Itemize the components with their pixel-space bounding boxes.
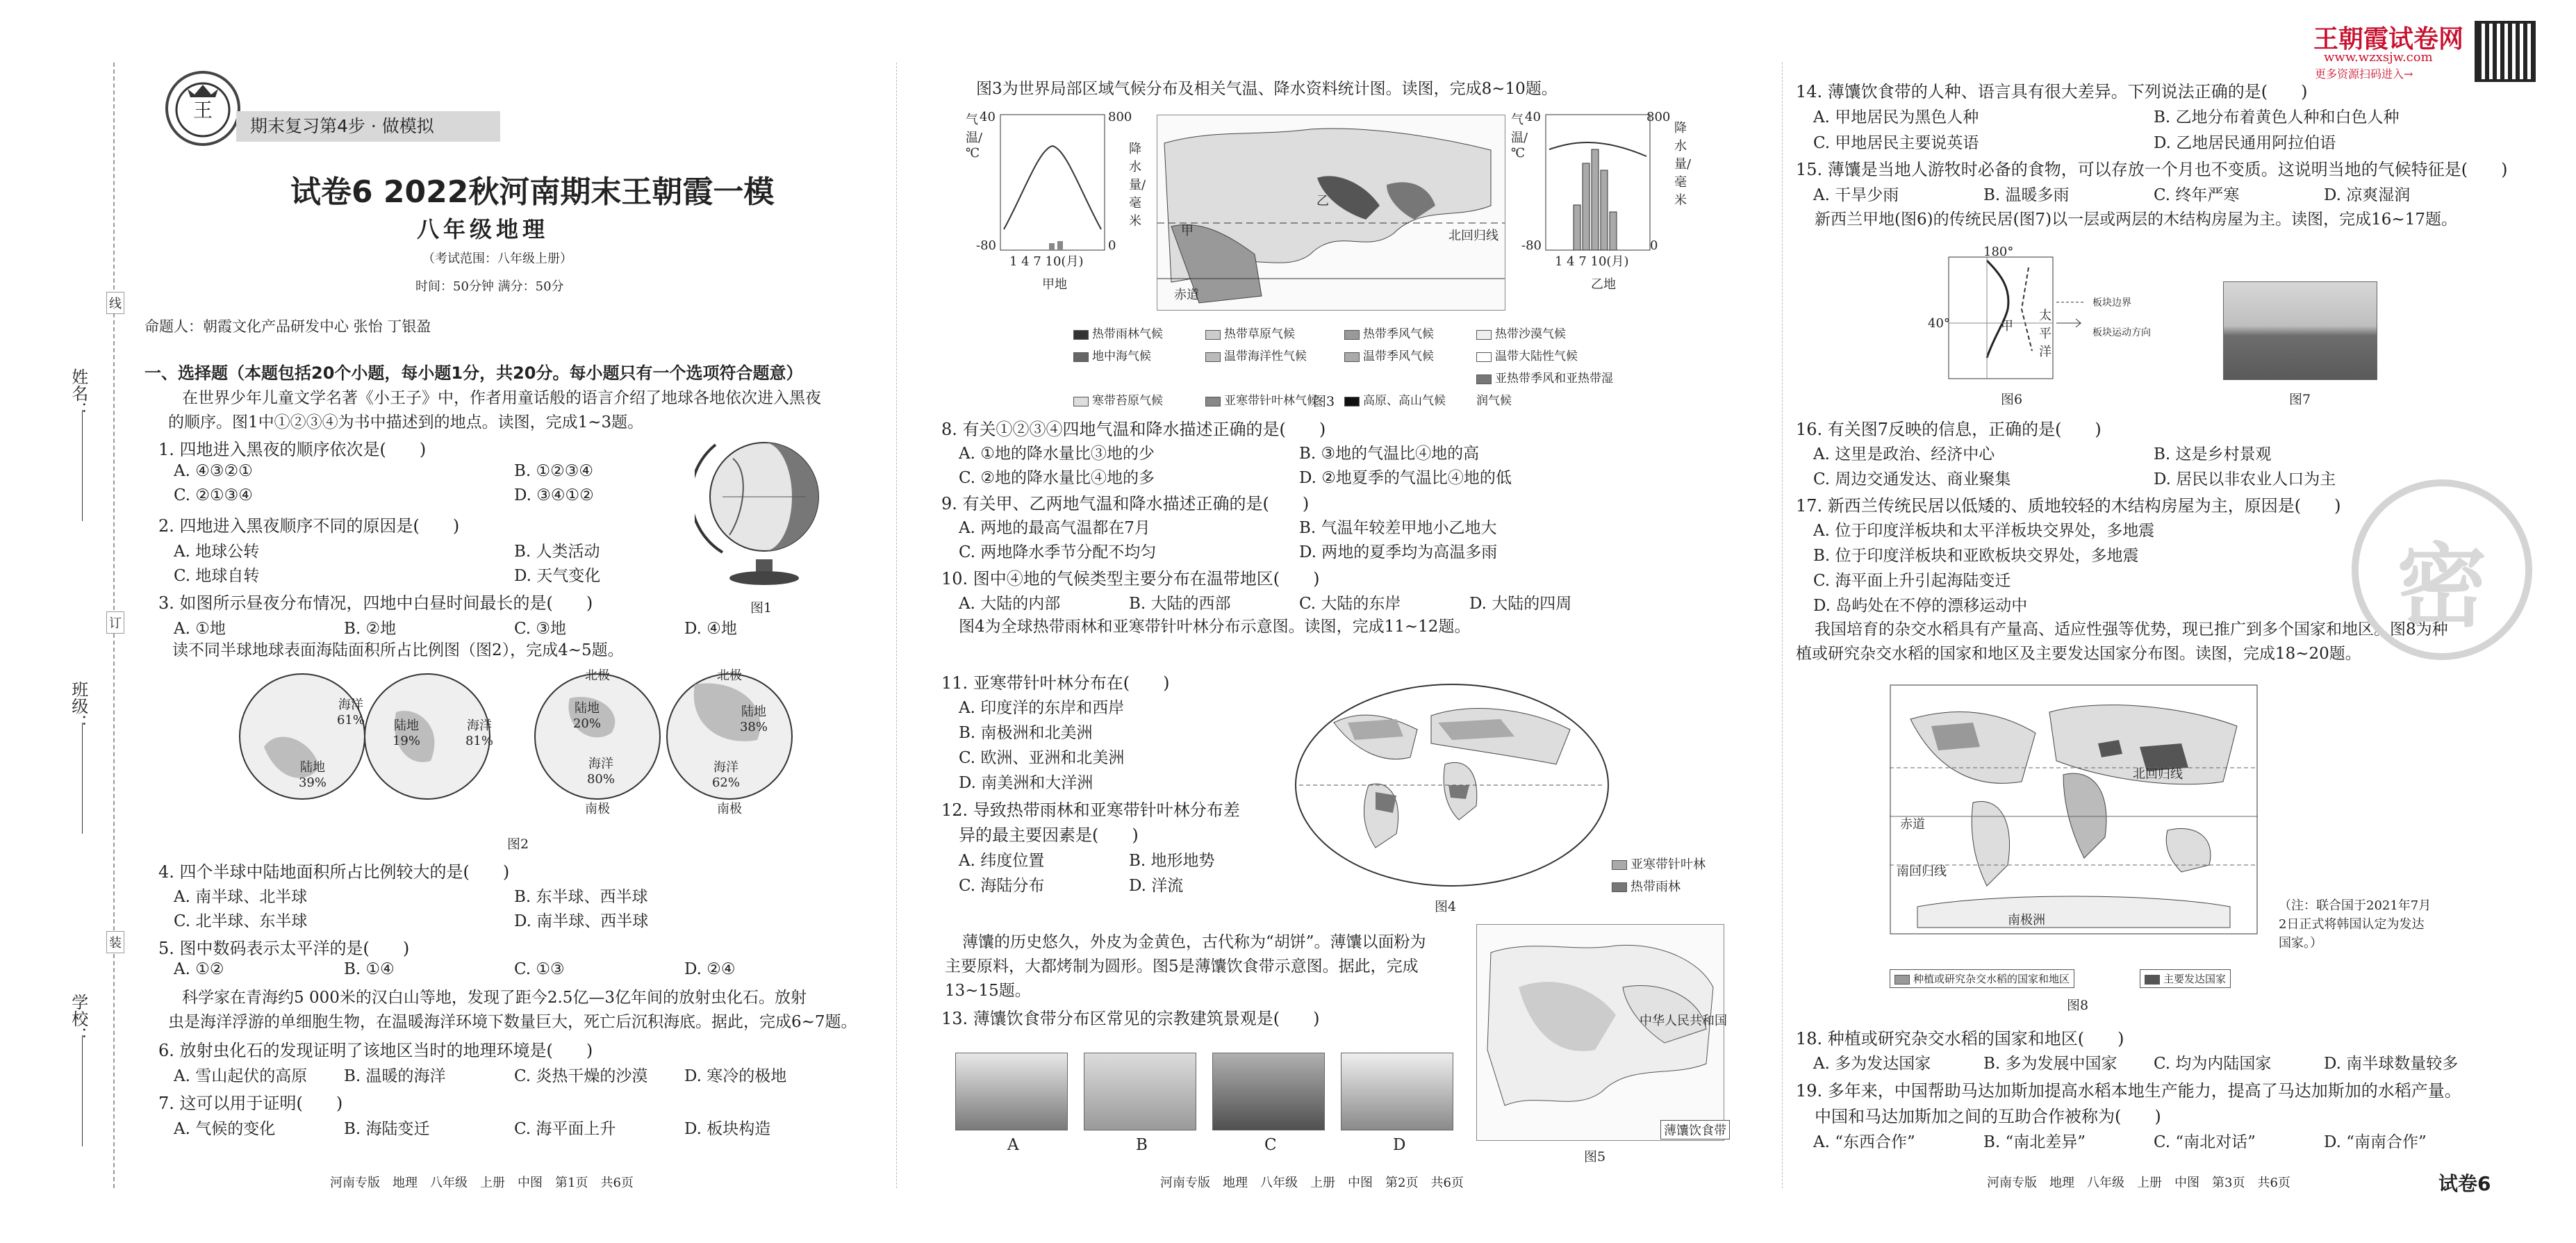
brand-more: 更多资源扫码进入→ [2315, 67, 2413, 81]
q1-option-d[interactable]: D. ③④①② [514, 486, 594, 504]
q18-option-c[interactable]: C. 均为内陆国家 [2154, 1055, 2272, 1073]
page-1-footer: 河南专版 地理 八年级 上册 中图 第1页 共6页 [330, 1176, 634, 1190]
authors: 命题人：朝霞文化产品研发中心 张怡 丁银盈 [145, 318, 431, 335]
figure-5-map [1476, 924, 1724, 1141]
chart-a-label: 甲地 [1042, 277, 1067, 292]
question-17: 17. 新西兰传统民居以低矮的、质地较轻的木结构房屋为主，原因是( ) [1796, 496, 2341, 516]
school-field[interactable] [82, 1035, 83, 1146]
brand-logo [165, 71, 240, 146]
figure-1-globe [695, 431, 834, 591]
q12-option-d[interactable]: D. 洋流 [1129, 877, 1184, 895]
q7-option-a[interactable]: A. 气候的变化 [174, 1120, 276, 1138]
question-10: 10. 图中④地的气候类型主要分布在温带地区( ) [941, 569, 1320, 588]
q16-option-a[interactable]: A. 这里是政治、经济中心 [1813, 445, 1995, 463]
photo-c-label: C [1264, 1136, 1277, 1154]
binding-mark-3: 装 [106, 931, 124, 953]
q8-option-d[interactable]: D. ②地夏季的气温比④地的低 [1299, 469, 1512, 487]
question-19: 19. 多年来，中国帮助马达加斯加提高水稻本地生产能力，提高了马达加斯加的水稻产量。 [1796, 1081, 2461, 1101]
photo-a-label: A [1007, 1136, 1019, 1154]
brand-url: www.wzxsjw.com [2324, 50, 2433, 65]
fig8-tropic-north: 北回归线 [2133, 767, 2183, 782]
q10-option-d[interactable]: D. 大陆的四周 [1469, 595, 1572, 613]
p2-intro-1: 图3为世界局部区域气候分布及相关气温、降水资料统计图。读图，完成8~10题。 [976, 80, 1558, 98]
page-2-footer: 河南专版 地理 八年级 上册 中图 第2页 共6页 [1160, 1176, 1464, 1190]
q4-option-b[interactable]: B. 东半球、西半球 [514, 888, 648, 906]
fig6-ocean: 太平洋 [2039, 308, 2051, 359]
stamp-text: 密 [2396, 533, 2487, 639]
q5-option-b[interactable]: B. ①④ [344, 960, 395, 978]
photo-c[interactable] [1212, 1053, 1325, 1130]
legend-item: 地中海气候 [1073, 345, 1205, 368]
q17-option-b[interactable]: B. 位于印度洋板块和亚欧板块交界处，多地震 [1813, 547, 2139, 565]
name-field[interactable] [82, 410, 83, 521]
class-field[interactable] [82, 723, 83, 834]
fig8-equator: 赤道 [1900, 817, 1925, 832]
fig6-jia: 甲 [2001, 319, 2013, 334]
q14-option-a[interactable]: A. 甲地居民为黑色人种 [1813, 108, 1979, 126]
globe3-south: 南极 [585, 802, 610, 816]
subject-title: 八年级地理 [417, 216, 550, 242]
fig6-plate: 板块边界 [2092, 297, 2131, 308]
q1-option-c[interactable]: C. ②①③④ [174, 486, 253, 504]
figure-6-map [1945, 247, 2091, 386]
figure-7-caption: 图7 [2289, 392, 2311, 407]
page-divider-1 [896, 63, 897, 1188]
q9-option-d[interactable]: D. 两地的夏季均为高温多雨 [1299, 543, 1498, 561]
globe2-land: 陆地 19% [392, 718, 420, 748]
chart-b-ylabel-right: 降水量/毫米 [1674, 121, 1692, 208]
name-label: 姓名： [68, 368, 88, 418]
chart-b-x: 1 4 7 10(月) [1555, 254, 1629, 269]
section-heading: 一、选择题（本题包括20个小题，每小题1分，共20分。每小题只有一个选项符合题意） [145, 363, 803, 383]
question-12: 12. 导致热带雨林和亚寒带针叶林分布差 [941, 800, 1240, 820]
crown-icon [168, 74, 238, 143]
q11-option-b[interactable]: B. 南极洲和北美洲 [959, 724, 1093, 742]
globe1-land: 陆地 39% [298, 760, 327, 790]
figure-8-caption: 图8 [2067, 998, 2089, 1013]
page-title: 试卷6 2022秋河南期末王朝霞一模 [290, 174, 775, 210]
q14-option-d[interactable]: D. 乙地居民通用阿拉伯语 [2154, 134, 2336, 152]
binding-mark-2: 订 [106, 611, 124, 634]
chart-a-y0: 40 [980, 110, 996, 124]
chart-b-y6: -80 [1521, 238, 1542, 253]
q2-option-a[interactable]: A. 地球公转 [174, 543, 260, 561]
figure-1-caption: 图1 [750, 600, 773, 616]
intro-3a: 科学家在青海约5 000米的汉白山等地，发现了距今2.5亿—3亿年间的放射虫化石。放射 [182, 989, 807, 1007]
q14-option-b[interactable]: B. 乙地分布着黄色人种和白色人种 [2154, 108, 2400, 126]
question-7: 7. 这可以用于证明( ) [158, 1094, 343, 1113]
map-tropic-label: 北回归线 [1448, 229, 1498, 243]
q7-option-c[interactable]: C. 海平面上升 [514, 1120, 616, 1138]
fig5-legend: 薄馕饮食带 [1660, 1120, 1730, 1139]
globe4-north: 北极 [717, 668, 742, 683]
question-8: 8. 有关①②③④四地气温和降水描述正确的是( ) [941, 420, 1326, 439]
q8-option-b[interactable]: B. ③地的气温比④地的高 [1299, 445, 1480, 463]
chart-b-yr0: 800 [1646, 110, 1671, 124]
q11-option-a[interactable]: A. 印度洋的东岸和西岸 [959, 699, 1125, 717]
q19-option-b[interactable]: B. “南北差异” [1983, 1133, 2086, 1151]
legend-item: 亚热带季风和亚热带湿润气候 [1476, 372, 1613, 408]
question-19-cont: 中国和马达加斯加之间的互助合作被称为( ) [1815, 1107, 2161, 1126]
figure-7-photo [2223, 281, 2377, 380]
figure-4-caption: 图4 [1435, 899, 1457, 914]
globe4-south: 南极 [717, 802, 742, 816]
q17-option-c[interactable]: C. 海平面上升引起海陆变迁 [1813, 572, 2011, 590]
q6-option-c[interactable]: C. 炎热干燥的沙漠 [514, 1067, 648, 1085]
chart-a-yr0: 800 [1108, 110, 1132, 124]
legend-item: 高原、高山气候 [1344, 390, 1476, 412]
question-9: 9. 有关甲、乙两地气温和降水描述正确的是( ) [941, 494, 1310, 513]
q10-option-a[interactable]: A. 大陆的内部 [959, 595, 1061, 613]
q1-option-a[interactable]: A. ④③②① [174, 462, 253, 480]
q16-option-b[interactable]: B. 这是乡村景观 [2154, 445, 2272, 463]
question-13: 13. 薄馕饮食带分布区常见的宗教建筑景观是( ) [941, 1009, 1320, 1028]
fig8-note: （注：联合国于2021年7月2日正式将韩国认定为发达国家。） [2279, 898, 2431, 950]
legend-item: 温带海洋性气候 [1205, 345, 1344, 368]
legend-item: 寒带苔原气候 [1073, 390, 1205, 412]
q16-option-c[interactable]: C. 周边交通发达、商业聚集 [1813, 470, 2011, 488]
q9-option-b[interactable]: B. 气温年较差甲地小乙地大 [1299, 519, 1497, 537]
chart-b-label: 乙地 [1591, 277, 1616, 292]
fig6-lat: 40° [1928, 316, 1950, 331]
q18-option-d[interactable]: D. 南半球数量较多 [2324, 1055, 2459, 1073]
photo-b-label: B [1136, 1136, 1148, 1154]
p2-intro-3b: 主要原料，大都烤制为圆形。图5是薄馕饮食带示意图。据此，完成 [945, 957, 1419, 976]
chart-b-ylabel-left: 气温/℃ [1511, 113, 1528, 160]
fig8-legend-rice: 种植或研究杂交水稻的国家和地区 [1890, 969, 2074, 988]
question-14: 14. 薄馕饮食带的人种、语言具有很大差异。下列说法正确的是( ) [1796, 82, 2308, 101]
question-5: 5. 图中数码表示太平洋的是( ) [158, 939, 410, 958]
question-18: 18. 种植或研究杂交水稻的国家和地区( ) [1796, 1029, 2124, 1048]
chart-b-yr4: 0 [1650, 238, 1658, 253]
q14-option-c[interactable]: C. 甲地居民主要说英语 [1813, 134, 1979, 152]
fig8-antarctica: 南极洲 [2008, 913, 2045, 928]
chart-a-y6: -80 [976, 238, 996, 253]
chart-b-y0: 40 [1525, 110, 1541, 124]
globe3-ocean: 海洋 80% [586, 757, 615, 787]
q12-option-a[interactable]: A. 纬度位置 [959, 852, 1045, 870]
globe3-land: 陆地 20% [572, 701, 601, 731]
figure-8-world-map [1890, 684, 2258, 935]
intro-2: 读不同半球地球表面海陆面积所占比例图（图2），完成4~5题。 [172, 641, 624, 659]
question-11: 11. 亚寒带针叶林分布在( ) [941, 673, 1170, 693]
legend-item: 热带雨林气候 [1073, 323, 1205, 345]
q18-option-b[interactable]: B. 多为发展中国家 [1983, 1055, 2117, 1073]
q12-option-b[interactable]: B. 地形地势 [1129, 852, 1215, 870]
school-label: 学校： [68, 994, 88, 1044]
figure-3-climate-map [1157, 115, 1505, 311]
question-4: 4. 四个半球中陆地面积所占比例较大的是( ) [158, 862, 510, 882]
exam-scope: （考试范围：八年级上册） [422, 252, 572, 266]
p2-intro-3c: 13~15题。 [945, 982, 1031, 1000]
q15-option-d[interactable]: D. 凉爽湿润 [2324, 186, 2411, 204]
page-divider-2 [1782, 63, 1783, 1188]
p3-intro-2a: 我国培育的杂交水稻具有产量高、适应性强等优势，现已推广到多个国家和地区。图8为种 [1815, 620, 2448, 639]
photo-a[interactable] [955, 1053, 1068, 1130]
q11-option-c[interactable]: C. 欧洲、亚洲和北美洲 [959, 749, 1125, 767]
chart-a-x: 1 4 7 10(月) [1009, 254, 1084, 269]
map-jia-label: 甲 [1181, 224, 1194, 238]
class-label: 班级： [68, 681, 88, 731]
q8-option-c[interactable]: C. ②地的降水量比④地的多 [959, 469, 1155, 487]
question-16: 16. 有关图7反映的信息，正确的是( ) [1796, 420, 2102, 439]
q16-option-d[interactable]: D. 居民以非农业人口为主 [2154, 470, 2336, 488]
confidential-stamp [2352, 479, 2532, 660]
q2-option-d[interactable]: D. 天气变化 [514, 567, 601, 585]
step-badge: 期末复习第4步 · 做模拟 [236, 111, 500, 142]
fig8-tropic-south: 南回归线 [1897, 864, 1947, 879]
p3-intro-2b: 植或研究杂交水稻的国家和地区及主要发达国家分布图。读图，完成18~20题。 [1796, 645, 2361, 663]
q10-option-c[interactable]: C. 大陆的东岸 [1299, 595, 1401, 613]
fig6-lon: 180° [1983, 245, 2014, 259]
question-1: 1. 四地进入黑夜的顺序依次是( ) [158, 440, 427, 459]
question-3: 3. 如图所示昼夜分布情况，四地中白昼时间最长的是( ) [158, 593, 593, 613]
question-2: 2. 四地进入黑夜顺序不同的原因是( ) [158, 516, 460, 536]
intro-1b: 的顺序。图1中①②③④为书中描述到的地点。读图，完成1~3题。 [168, 413, 644, 431]
legend-item: 温带季风气候 [1344, 345, 1476, 368]
question-12-cont: 异的最主要因素是( ) [959, 825, 1139, 845]
photo-d-label: D [1393, 1136, 1406, 1154]
q3-option-a[interactable]: A. ①地 [174, 620, 226, 638]
binding-mark-1: 线 [106, 292, 124, 314]
p3-intro-1: 新西兰甲地(图6)的传统民居(图7)以一层或两层的木结构房屋为主。读图，完成16~17题。 [1815, 211, 2457, 229]
chart-a-ylabel-right: 降水量/毫米 [1129, 142, 1146, 229]
q9-option-a[interactable]: A. 两地的最高气温都在7月 [959, 519, 1150, 537]
figure-4-world-map [1292, 681, 1612, 889]
map-equator-label: 赤道 [1174, 288, 1199, 302]
globe2-ocean: 海洋 81% [465, 718, 493, 748]
legend-item: 热带沙漠气候 [1476, 323, 1615, 345]
globe3-north: 北极 [585, 668, 610, 683]
figure-2-caption: 图2 [507, 837, 529, 852]
globe4-land: 陆地 38% [739, 705, 768, 734]
chart-a-yr4: 0 [1108, 238, 1116, 253]
q3-option-d[interactable]: D. ④地 [684, 620, 737, 638]
question-15: 15. 薄馕是当地人游牧时必备的食物，可以存放一个月也不变质。这说明当地的气候特征是( ) [1796, 160, 2508, 179]
q8-option-a[interactable]: A. ①地的降水量比③地的少 [959, 445, 1155, 463]
q12-option-c[interactable]: C. 海陆分布 [959, 877, 1045, 895]
qr-code-icon[interactable] [2475, 21, 2536, 82]
q15-option-c[interactable]: C. 终年严寒 [2154, 186, 2240, 204]
photo-d[interactable] [1341, 1053, 1453, 1130]
q6-option-a[interactable]: A. 雪山起伏的高原 [174, 1067, 308, 1085]
question-6: 6. 放射虫化石的发现证明了该地区当时的地理环境是( ) [158, 1041, 593, 1060]
legend-item: 热带草原气候 [1205, 323, 1344, 345]
q3-option-c[interactable]: C. ③地 [514, 620, 567, 638]
q2-option-c[interactable]: C. 地球自转 [174, 567, 260, 585]
intro-3b: 虫是海洋浮游的单细胞生物，在温暖海洋环境下数量巨大，死亡后沉积海底。据此，完成6~7题。 [168, 1013, 857, 1031]
figure-6-caption: 图6 [2001, 392, 2023, 407]
q7-option-d[interactable]: D. 板块构造 [684, 1120, 771, 1138]
q5-option-a[interactable]: A. ①② [174, 960, 224, 978]
exam-time: 时间：50分钟 满分：50分 [415, 279, 564, 294]
fig4-legend-rainforest: 热带雨林 [1612, 877, 1681, 895]
intro-1a: 在世界少年儿童文学名著《小王子》中，作者用童话般的语言介绍了地球各地依次进入黑夜 [182, 389, 821, 407]
p2-intro-3a: 薄馕的历史悠久，外皮为金黄色，古代称为“胡饼”。薄馕以面粉为 [962, 933, 1426, 951]
legend-item: 温带大陆性气候 [1476, 345, 1615, 368]
q1-option-b[interactable]: B. ①②③④ [514, 462, 594, 480]
figure-3-legend [1073, 323, 1629, 412]
fig8-legend-developed: 主要发达国家 [2140, 969, 2231, 988]
exam-tag: 试卷6 [2438, 1172, 2491, 1195]
photo-b[interactable] [1084, 1053, 1196, 1130]
q6-option-b[interactable]: B. 温暖的海洋 [344, 1067, 446, 1085]
q10-option-b[interactable]: B. 大陆的西部 [1129, 595, 1231, 613]
q6-option-d[interactable]: D. 寒冷的极地 [684, 1067, 787, 1085]
legend-item: 热带季风气候 [1344, 323, 1476, 345]
figure-5-caption: 图5 [1584, 1149, 1606, 1164]
q11-option-d[interactable]: D. 南美洲和大洋洲 [959, 774, 1093, 792]
q2-option-b[interactable]: B. 人类活动 [514, 543, 600, 561]
globe1-ocean: 海洋 61% [336, 698, 365, 727]
q17-option-a[interactable]: A. 位于印度洋板块和太平洋板块交界处，多地震 [1813, 522, 2155, 540]
fig4-legend-taiga: 亚寒带针叶林 [1612, 855, 1706, 873]
q19-option-a[interactable]: A. “东西合作” [1813, 1133, 1915, 1151]
fig5-china-label: 中华人民共和国 [1640, 1014, 1727, 1028]
brand-name: 王朝霞试卷网 [2313, 25, 2464, 53]
q3-option-b[interactable]: B. ②地 [344, 620, 397, 638]
figure-3-caption: 图3 [1313, 394, 1335, 409]
q4-option-a[interactable]: A. 南半球、北半球 [174, 888, 308, 906]
q17-option-d[interactable]: D. 岛屿处在不停的漂移运动中 [1813, 597, 2028, 615]
p2-intro-2: 图4为全球热带雨林和亚寒带针叶林分布示意图。读图，完成11~12题。 [959, 618, 1471, 636]
globe4-ocean: 海洋 62% [711, 760, 740, 790]
q5-option-c[interactable]: C. ①③ [514, 960, 565, 978]
q15-option-b[interactable]: B. 温暖多雨 [1983, 186, 2070, 204]
q7-option-b[interactable]: B. 海陆变迁 [344, 1120, 430, 1138]
q19-option-c[interactable]: C. “南北对话” [2154, 1133, 2256, 1151]
q9-option-c[interactable]: C. 两地降水季节分配不均匀 [959, 543, 1157, 561]
q19-option-d[interactable]: D. “南南合作” [2324, 1133, 2427, 1151]
q4-option-d[interactable]: D. 南半球、西半球 [514, 912, 649, 930]
svg-text:王: 王 [192, 99, 213, 122]
q18-option-a[interactable]: A. 多为发达国家 [1813, 1055, 1931, 1073]
q5-option-d[interactable]: D. ②④ [684, 960, 736, 978]
chart-a-ylabel-left: 气温/℃ [966, 113, 983, 160]
legend-item: 亚寒带针叶林气候 [1205, 390, 1344, 412]
q15-option-a[interactable]: A. 干旱少雨 [1813, 186, 1899, 204]
q4-option-c[interactable]: C. 北半球、东半球 [174, 912, 308, 930]
fig6-dir: 板块运动方向 [2092, 327, 2151, 338]
page-3-footer: 河南专版 地理 八年级 上册 中图 第3页 共6页 [1987, 1176, 2290, 1190]
map-yi-label: 乙 [1316, 194, 1329, 208]
